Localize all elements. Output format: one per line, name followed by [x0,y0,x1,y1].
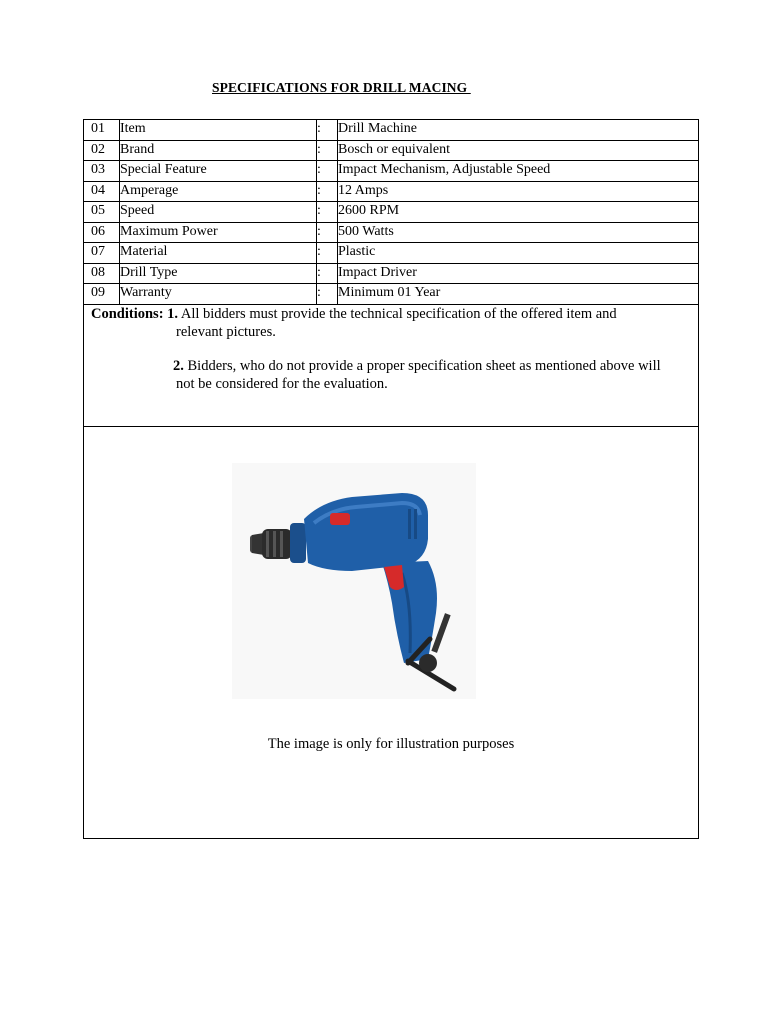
spec-value: Impact Mechanism, Adjustable Speed [338,161,699,182]
spec-value: Minimum 01 Year [338,284,699,305]
spec-value: 2600 RPM [338,202,699,223]
condition-1 [91,305,691,323]
spec-label: Warranty [120,284,317,305]
table-row [84,140,699,161]
table-row [84,243,699,264]
spec-value: Drill Machine [338,120,699,141]
conditions-heading: Conditions: [91,306,164,322]
row-number: 06 [84,222,120,243]
condition-2 [173,357,693,375]
colon-separator: : [317,202,338,223]
spec-label: Material [120,243,317,264]
condition-1-continuation: relevant pictures. [176,324,276,340]
colon-separator: : [317,243,338,264]
drill-machine-image [232,463,476,699]
table-row [84,222,699,243]
spec-label: Amperage [120,181,317,202]
table-row [84,161,699,182]
colon-separator: : [317,222,338,243]
document-title: SPECIFICATIONS FOR DRILL MACING [212,80,471,95]
spec-value: 12 Amps [338,181,699,202]
colon-separator: : [317,140,338,161]
condition-2-text: Bidders, who do not provide a proper specification sheet as mentioned above will [187,358,661,374]
row-number: 04 [84,181,120,202]
condition-1-number: 1. [167,306,179,322]
table-row [84,284,699,305]
spec-label: Drill Type [120,263,317,284]
spec-label: Item [120,120,317,141]
spec-value: Plastic [338,243,699,264]
condition-2-number: 2. [173,358,184,374]
spec-label: Speed [120,202,317,223]
row-number: 07 [84,243,120,264]
illustration-section [83,426,699,839]
row-number: 08 [84,263,120,284]
spec-label: Special Feature [120,161,317,182]
row-number: 01 [84,120,120,141]
row-number: 09 [84,284,120,305]
table-row [84,181,699,202]
drill-icon [232,463,476,699]
colon-separator: : [317,263,338,284]
spec-label: Brand [120,140,317,161]
table-row [84,263,699,284]
spec-value: Bosch or equivalent [338,140,699,161]
conditions-section [83,305,699,427]
table-row [84,202,699,223]
specification-table [83,119,699,305]
spec-value: Impact Driver [338,263,699,284]
colon-separator: : [317,284,338,305]
spec-label: Maximum Power [120,222,317,243]
row-number: 05 [84,202,120,223]
spec-value: 500 Watts [338,222,699,243]
condition-1-text: All bidders must provide the technical specification of the offered item and [180,306,617,322]
colon-separator: : [317,161,338,182]
row-number: 02 [84,140,120,161]
condition-2-continuation: not be considered for the evaluation. [176,376,388,392]
image-caption: The image is only for illustration purposes [267,736,515,752]
colon-separator: : [317,181,338,202]
table-row [84,120,699,141]
colon-separator: : [317,120,338,141]
row-number: 03 [84,161,120,182]
